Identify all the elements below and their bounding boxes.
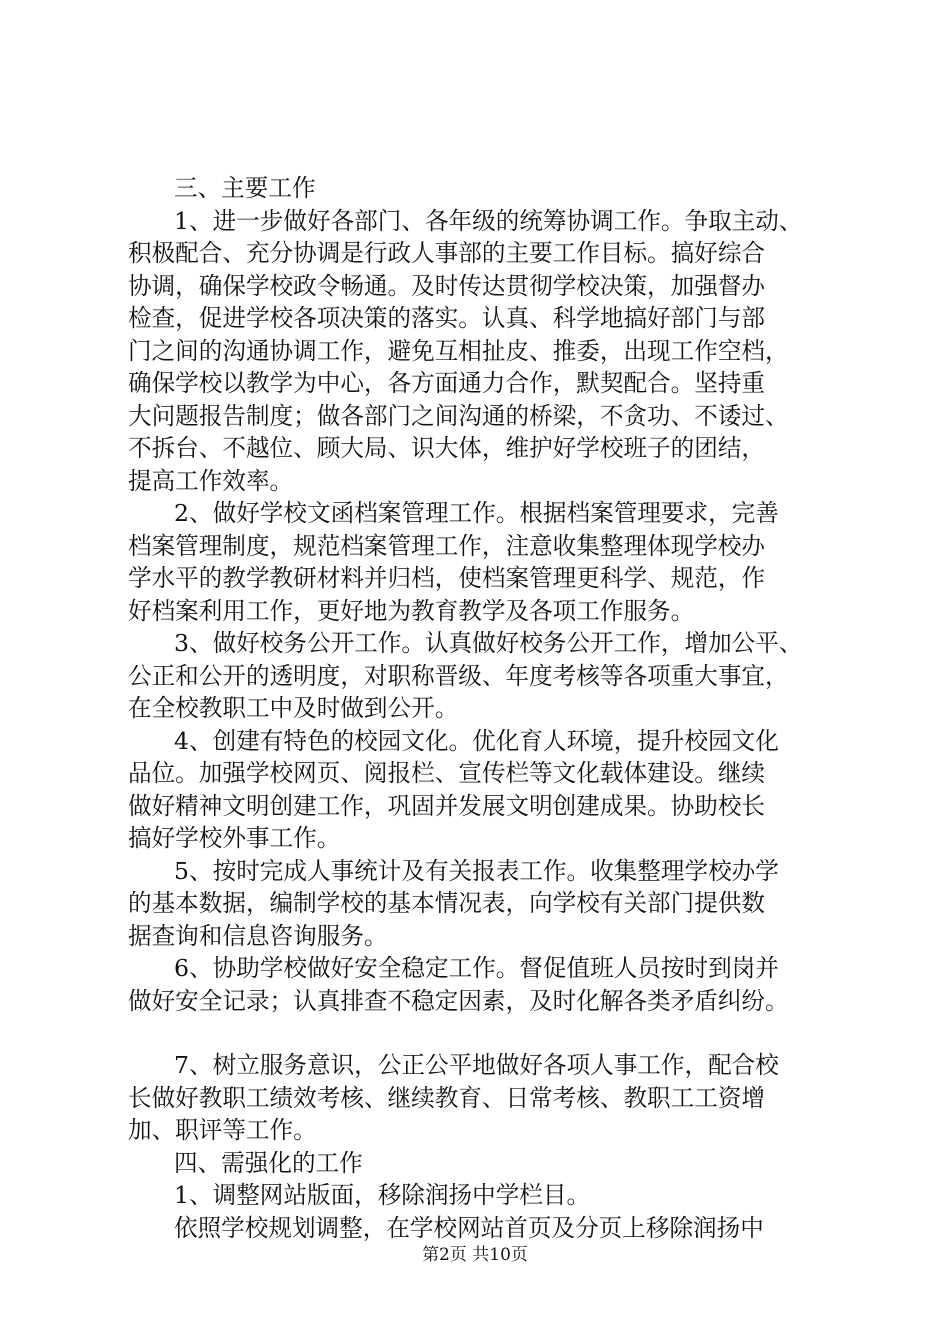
document-body [128, 172, 852, 1244]
paragraph-line: 提高工作效率。 [128, 466, 294, 495]
paragraph-line: 3、做好校务公开工作。认真做好校务公开工作，增加公平、 [174, 629, 803, 657]
paragraph-line: 搞好学校外事工作。 [128, 824, 341, 852]
paragraph-line: 1、调整网站版面，移除润扬中学栏目。 [174, 1181, 591, 1209]
page-number: 第2页 共10页 [422, 1245, 528, 1265]
section-heading-main-work: 三、主要工作 [174, 174, 316, 202]
paragraph-line: 检查，促进学校各项决策的落实。认真、科学地搞好部门与部 [128, 304, 766, 332]
paragraph-line: 公正和公开的透明度，对职称晋级、年度考核等各项重大事宜， [128, 661, 789, 690]
paragraph-line: 的基本数据，编制学校的基本情况表，向学校有关部门提供数 [128, 889, 766, 917]
paragraph-line: 5、按时完成人事统计及有关报表工作。收集整理学校办学 [174, 856, 779, 885]
paragraph-line: 确保学校以教学为中心，各方面通力合作，默契配合。坚持重 [128, 369, 766, 397]
paragraph-line: 做好安全记录；认真排查不稳定因素，及时化解各类矛盾纠纷。 [128, 986, 789, 1015]
paragraph-line: 品位。加强学校网页、阅报栏、宣传栏等文化载体建设。继续 [128, 759, 766, 787]
paragraph-line: 好档案利用工作，更好地为教育教学及各项工作服务。 [128, 596, 695, 625]
paragraph-line: 做好精神文明创建工作，巩固并发展文明创建成果。协助校长 [128, 791, 766, 820]
paragraph-line: 加、职评等工作。 [128, 1116, 317, 1144]
paragraph-gap [128, 1017, 852, 1049]
paragraph-line: 不拆台、不越位、顾大局、识大体，维护好学校班子的团结， [128, 434, 766, 462]
paragraph-line: 档案管理制度，规范档案管理工作，注意收集整理体现学校办 [128, 531, 766, 560]
paragraph-line: 依照学校规划调整，在学校网站首页及分页上移除润扬中 [174, 1213, 764, 1242]
section-heading-strengthen-work: 四、需强化的工作 [174, 1148, 363, 1177]
paragraph-line: 1、进一步做好各部门、各年级的统筹协调工作。争取主动、 [174, 206, 803, 235]
paragraph-line: 在全校教职工中及时做到公开。 [128, 694, 459, 722]
paragraph-line: 学水平的教学教研材料并归档，使档案管理更科学、规范，作 [128, 564, 766, 592]
paragraph-line: 积极配合、充分协调是行政人事部的主要工作目标。搞好综合 [128, 239, 766, 267]
paragraph-line: 门之间的沟通协调工作，避免互相扯皮、推委，出现工作空档， [128, 336, 789, 365]
page-footer [0, 1244, 950, 1266]
paragraph-line: 据查询和信息咨询服务。 [128, 921, 388, 950]
paragraph-line: 长做好教职工绩效考核、继续教育、日常考核、教职工工资增 [128, 1083, 766, 1112]
paragraph-line: 2、做好学校文函档案管理工作。根据档案管理要求，完善 [174, 499, 779, 527]
paragraph-line: 6、协助学校做好安全稳定工作。督促值班人员按时到岗并 [174, 954, 779, 982]
paragraph-line: 4、创建有特色的校园文化。优化育人环境，提升校园文化 [174, 726, 779, 755]
paragraph-line: 7、树立服务意识，公正公平地做好各项人事工作，配合校 [174, 1051, 779, 1079]
paragraph-line: 协调，确保学校政令畅通。及时传达贯彻学校决策，加强督办 [128, 271, 766, 300]
paragraph-line: 大问题报告制度；做各部门之间沟通的桥梁，不贪功、不诿过、 [128, 401, 789, 430]
